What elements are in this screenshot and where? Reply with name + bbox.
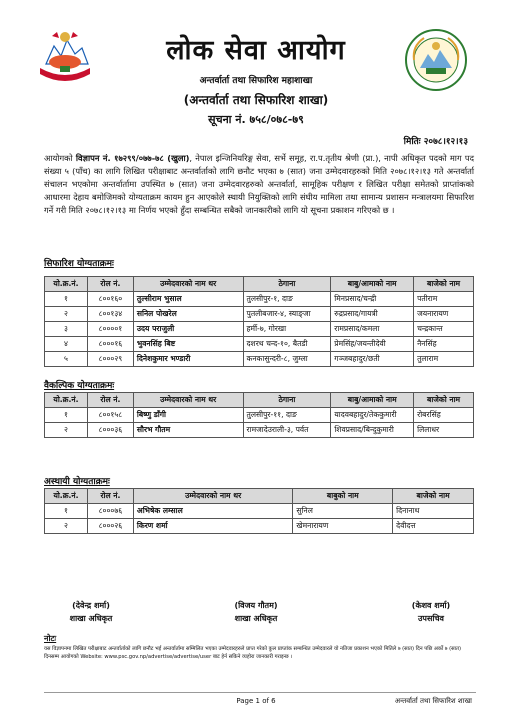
roll-cell: ८०००७६ (87, 504, 133, 519)
serial-cell: ४ (45, 337, 88, 352)
signature-block-2 (201, 600, 311, 624)
roll-cell: ८००१३४ (87, 307, 133, 322)
signature-block-3 (376, 600, 486, 624)
serial-cell: २ (45, 307, 88, 322)
table-row (45, 292, 474, 307)
roll-cell: ८००१६० (87, 292, 133, 307)
col-name: उम्मेदवारको नाम थर (133, 393, 243, 408)
roll-cell: ८०००२९ (87, 352, 133, 367)
col-grandfather: बाजेको नाम (393, 489, 474, 504)
parents-cell: यादवबहादुर/तेककुमारी (331, 408, 414, 423)
alternate-table (44, 392, 474, 438)
intro-text-start: आयोगको (44, 153, 76, 163)
notice-number: सूचना नं. ७५८/०७८-७९ (208, 113, 304, 126)
roll-cell: ८०००२६ (87, 519, 133, 534)
col-roll: रोल नं. (87, 489, 133, 504)
grandfather-cell: जयनारायण (414, 307, 474, 322)
org-title: लोक सेवा आयोग (166, 35, 346, 66)
col-father: बाबुको नाम (293, 489, 393, 504)
waiting-list-title: अस्थायी योग्यताक्रमः (44, 477, 110, 487)
note-text: यस विज्ञापनमा लिखित परीक्षाबाट अन्तर्वार्ताको लागि छनौट भई अन्तर्वार्तामा सम्मिलित भएका उम्मेदवारहरुले प्राप्त गरेको कुल प्राप्तांक सम्बन्धित उम्मेदवारले यो नतिजा प्रकाशन भएको मितिले ७ (सात) दिन पछि अर्को ७ (सात) दिनसम्म आयोगको Website: www.psc.gov.np/advertise/advertise/user बाट हेर्न सकिने व्यहोरा जानकारी गराइन्छ । (44, 646, 462, 660)
table-header-row (45, 393, 474, 408)
col-name: उम्मेदवारको नाम थर (133, 277, 243, 292)
name-cell: उदय पराजुली (133, 322, 243, 337)
grandfather-cell: लिलाधर (414, 423, 474, 438)
signatory-designation: शाखा अधिकृत (234, 614, 278, 623)
col-roll: रोल नं. (87, 393, 133, 408)
table-row (45, 307, 474, 322)
advertisement-number: विज्ञापन नं. १७२९९/०७७-७८ (खुला) (75, 153, 190, 163)
signatory-name: (विजय गौतम) (234, 601, 278, 610)
notice-date: मितिः २०७८।१२।१३ (403, 137, 468, 147)
name-cell: बिष्णु डाँगी (133, 408, 243, 423)
col-address: ठेगाना (243, 393, 331, 408)
table-row (45, 352, 474, 367)
grandfather-cell: नैनसिंह (414, 337, 474, 352)
serial-cell: १ (45, 504, 88, 519)
signatory-name: (केशव शर्मा) (411, 601, 451, 610)
serial-cell: ३ (45, 322, 88, 337)
roll-cell: ८०००३६ (87, 423, 133, 438)
signature-block-1 (36, 600, 146, 624)
serial-cell: २ (45, 423, 88, 438)
page-number: Page 1 of 6 (236, 697, 276, 705)
note-label: नोटः (44, 634, 57, 643)
name-cell: भुवनसिंह बिष्ट (133, 337, 243, 352)
recommended-table (44, 276, 474, 367)
parents-cell: गञ्जबहादुर/छती (331, 352, 414, 367)
roll-cell: ८००१५८ (87, 408, 133, 423)
table-header-row (45, 489, 474, 504)
table-row (45, 423, 474, 438)
name-cell: किरण शर्मा (133, 519, 293, 534)
table-row (45, 504, 474, 519)
address-cell: दशरथ चन्द-१०, बैतडी (243, 337, 331, 352)
address-cell: तुलसीपुर-११, दाङ (243, 408, 331, 423)
col-roll: रोल नं. (87, 277, 133, 292)
col-serial: यो.क्र.नं. (45, 277, 88, 292)
parents-cell: रुद्रप्रसाद/गायत्री (331, 307, 414, 322)
col-parents: बाबु/आमाको नाम (331, 393, 414, 408)
address-cell: कनकासुन्दरी-८, जुम्ला (243, 352, 331, 367)
parents-cell: प्रेमसिंह/जयन्तीदेवी (331, 337, 414, 352)
grandfather-cell: दिनानाथ (393, 504, 474, 519)
name-cell: सनिल पोखरेल (133, 307, 243, 322)
name-cell: सौरभ गौतम (133, 423, 243, 438)
father-cell: खेमनारायण (293, 519, 393, 534)
roll-cell: ८०००१६ (87, 337, 133, 352)
grandfather-cell: तुलाराम (414, 352, 474, 367)
address-cell: रामजादेउराली-३, पर्वत (243, 423, 331, 438)
col-serial: यो.क्र.नं. (45, 489, 88, 504)
serial-cell: १ (45, 292, 88, 307)
table-header-row (45, 277, 474, 292)
father-cell: सुनिल (293, 504, 393, 519)
serial-cell: ५ (45, 352, 88, 367)
name-cell: दिनेशकुमार भण्डारी (133, 352, 243, 367)
table-row (45, 519, 474, 534)
intro-text-rest: , नेपाल इन्जिनियरिङ्ग सेवा, सर्भे समूह, रा.प.तृतीय श्रेणी (प्रा.), नापी अधिकृत पदको माग पद संख्या ५ (पाँच) का लागि लिखित परीक्षाबाट अन्तर्वार्ताको लागि छनौट भएका ७ (सात) जना उम्मेदवारहरुको मिति २०७८।१२।१३ गते अन्तर्वार्ता संचालन भएकोमा अन्तर्वार्तामा उपस्थित ७ (सात) जना उम्मेदवारहरुको अन्तर्वार्ता, सामूहिक परीक्षण र लिखित परीक्षा समेतको प्राप्तांकको आधारमा देहाय बमोजिमको योग्यताक्रम कायम हुन आएकोले स्थायी नियुक्तिको लागि संघीय मामिला तथा सामान्य प्रशासन मन्त्रालयमा सिफारिश गर्ने गरी मिति २०७८।१२।१३ मा निर्णय भएको हुँदा सम्बन्धित सबैको जानकारीको लागि यो सूचना प्रकाशन गरिएको छ । (44, 153, 474, 215)
address-cell: हर्मी-७, गोरखा (243, 322, 331, 337)
footer-divider (44, 692, 476, 693)
serial-cell: १ (45, 408, 88, 423)
parents-cell: रामप्रसाद/कमला (331, 322, 414, 337)
table-row (45, 337, 474, 352)
col-grandfather: बाजेको नाम (414, 393, 474, 408)
col-name: उम्मेदवारको नाम थर (133, 489, 293, 504)
notice-body (44, 152, 474, 217)
parents-cell: मिनप्रसाद/चन्द्री (331, 292, 414, 307)
grandfather-cell: चन्द्रकान्त (414, 322, 474, 337)
signatory-designation: उपसचिव (418, 614, 444, 623)
col-serial: यो.क्र.नं. (45, 393, 88, 408)
division-name: अन्तर्वार्ता तथा सिफारिश महाशाखा (199, 76, 313, 86)
name-cell: तुल्सीराम भुसाल (133, 292, 243, 307)
table-row (45, 322, 474, 337)
recommended-list-title: सिफारिश योग्यताक्रमः (44, 259, 114, 269)
grandfather-cell: देवीदत्त (393, 519, 474, 534)
grandfather-cell: पतीराम (414, 292, 474, 307)
signatory-designation: शाखा अधिकृत (69, 614, 113, 623)
psc-logo-icon (404, 28, 468, 92)
notice-header (0, 0, 512, 147)
signatory-name: (देवेन्द्र शर्मा) (72, 601, 110, 610)
col-address: ठेगाना (243, 277, 331, 292)
serial-cell: २ (45, 519, 88, 534)
footer-section-name: अन्तर्वार्ता तथा सिफारिश शाखा (394, 697, 472, 705)
col-grandfather: बाजेको नाम (414, 277, 474, 292)
parents-cell: शिवप्रसाद/बिन्दुकुमारी (331, 423, 414, 438)
name-cell: अभिषेक लम्साल (133, 504, 293, 519)
col-parents: बाबु/आमाको नाम (331, 277, 414, 292)
waiting-table (44, 488, 474, 534)
roll-cell: ८००००१ (87, 322, 133, 337)
section-name: (अन्तर्वार्ता तथा सिफारिश शाखा) (183, 93, 329, 107)
table-row (45, 408, 474, 423)
address-cell: पुतलीबजार-४, स्याङ्जा (243, 307, 331, 322)
grandfather-cell: रोबरसिंह (414, 408, 474, 423)
alternate-list-title: वैकल्पिक योग्यताक्रमः (44, 381, 115, 391)
address-cell: तुलसीपुर-१, दाङ (243, 292, 331, 307)
